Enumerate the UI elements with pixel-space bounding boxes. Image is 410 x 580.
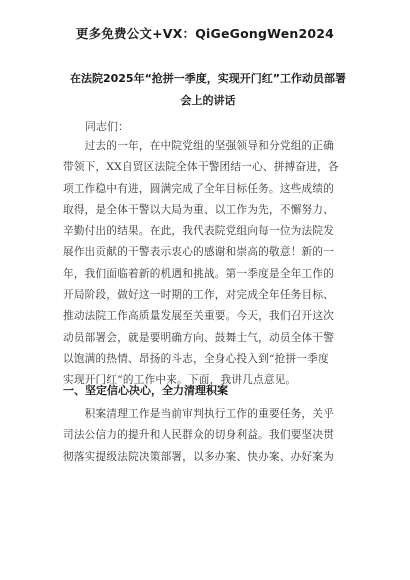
paragraph-1 [63, 136, 353, 392]
text-line: 取得，是全体干警以大局为重、以工作为先，不懈努力、 [63, 203, 335, 216]
text-line: 实现开门红”的工作中来。下面，我讲几点意见。 [63, 374, 297, 387]
text-line: 动员部署会，就是要明确方向、鼓舞士气，动员全体干警 [63, 331, 335, 344]
text-line: 开局阶段，做好这一时期的工作，对完成全年任务目标、 [63, 289, 335, 302]
text-line: 年，我们面临着新的机遇和挑战。第一季度是全年工作的 [63, 267, 335, 280]
section-heading-1: 一、坚定信心决心，全力清理积案 [63, 384, 228, 397]
text-line: 彻落实提级法院决策部署，以多办案、快办案、办好案为 [63, 450, 335, 463]
text-line: 积案清理工作是当前审判执行工作的重要任务，关乎 [63, 408, 335, 420]
salutation: 同志们： [85, 120, 129, 133]
watermark-header: 更多免费公文+VX：QiGeGongWen2024 [75, 26, 335, 41]
text-line: 司法公信力的提升和人民群众的切身利益。我们要坚决贯 [63, 429, 335, 442]
text-line: 过去的一年，在中院党组的坚强领导和分党组的正确 [63, 140, 335, 152]
title-line: 在法院2025年“抢拼一季度，实现开门红”工作动员部署 [69, 72, 347, 85]
paragraph-2 [63, 404, 353, 468]
text-line: 项工作稳中有进，圆满完成了全年目标任务。这些成绩的 [63, 182, 335, 195]
title-line: 会上的讲话 [180, 94, 236, 107]
text-line: 辛勤付出的结果。在此，我代表院党组向每一位为法院发 [63, 225, 335, 238]
text-line: 推动法院工作高质量发展至关重要。今天，我们召开这次 [63, 310, 335, 323]
text-line: 展作出贡献的干警表示衷心的感谢和崇高的敬意！新的一 [63, 246, 335, 259]
text-line: 带领下，XX自贸区法院全体干警团结一心、拼搏奋进，各 [63, 161, 339, 174]
text-line: 以饱满的热情、昂扬的斗志，全身心投入到“抢拼一季度 [63, 352, 329, 365]
document-title [58, 68, 358, 112]
